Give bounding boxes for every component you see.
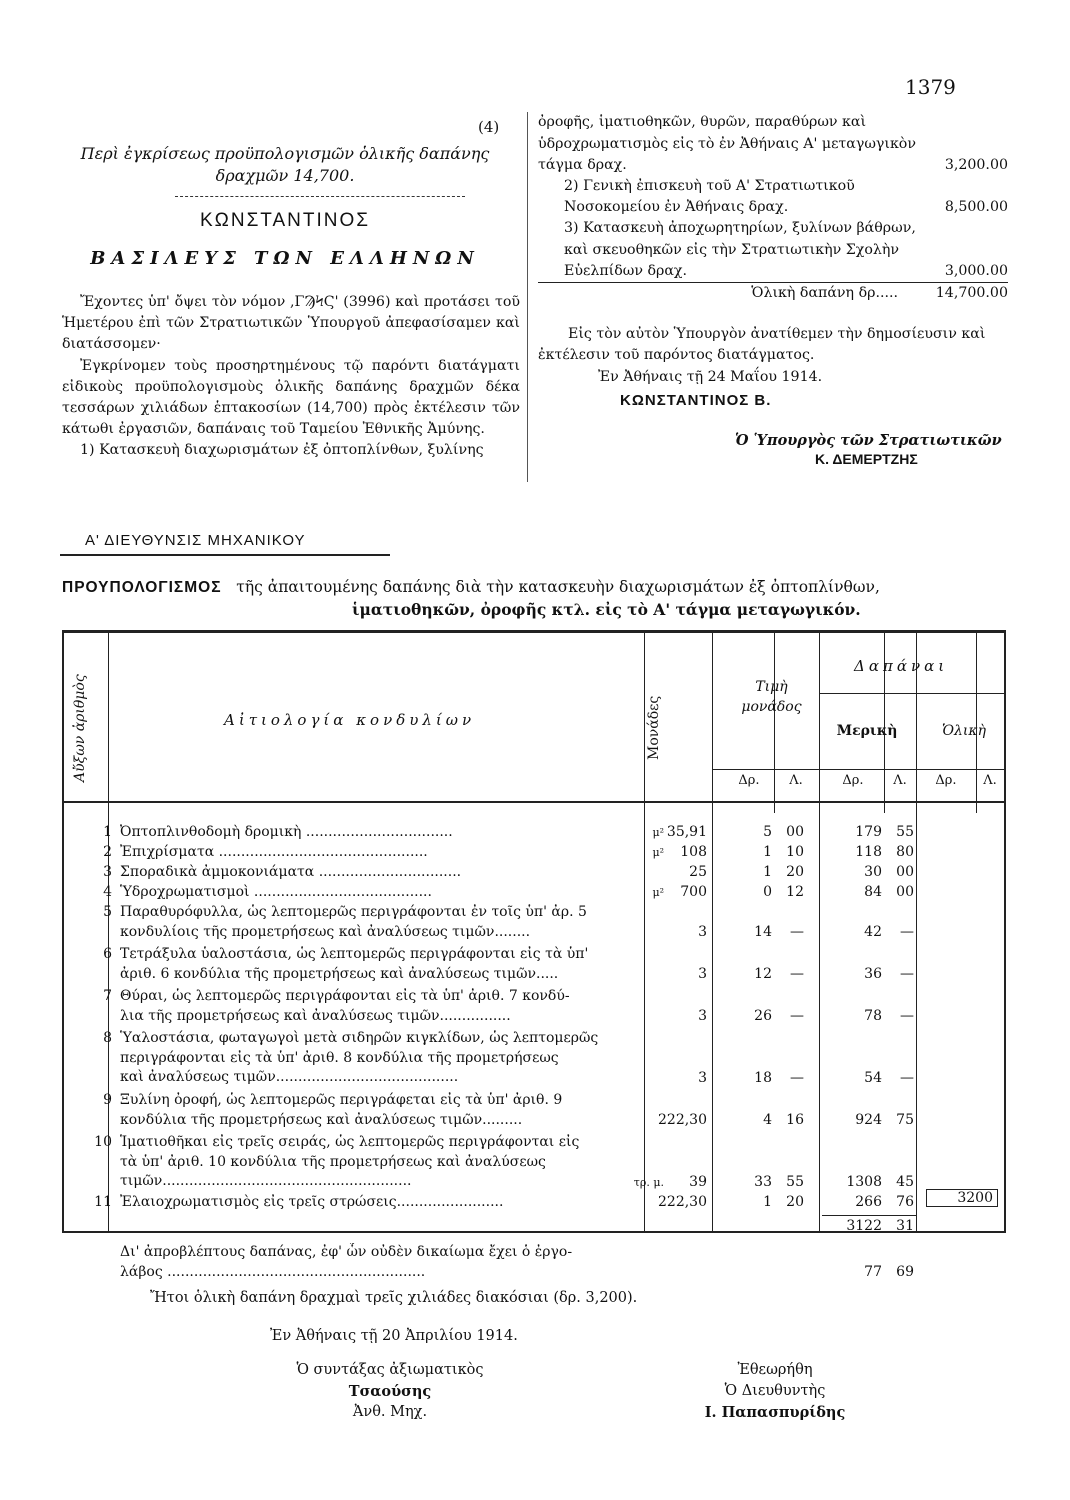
row-price-drachma: 14 xyxy=(754,924,772,940)
row-price-lepta: — xyxy=(790,966,804,982)
row-price-drachma: 5 xyxy=(763,824,772,840)
row-price-drachma: 12 xyxy=(754,966,772,982)
expense-item-amount: 3,000.00 xyxy=(944,262,1008,279)
expense-item xyxy=(538,218,1008,282)
decree-date: Ἐν Ἀθήναις τῇ 24 Μαΐου 1914. xyxy=(598,368,823,385)
row-partial-lepta: 80 xyxy=(896,844,914,860)
summary-text: Ἤτοι ὁλικὴ δαπάνη δραχμαὶ τρεῖς χιλιάδες διακόσιαι (δρ. 3,200). xyxy=(150,1290,638,1306)
row-description-line: περιγράφονται εἰς τὰ ὑπ' ἀριθ. 8 κονδύλια τῆς προμετρήσεως xyxy=(120,1049,559,1066)
header-total: Ὁλικὴ xyxy=(942,723,986,739)
row-partial-drachma: 54 xyxy=(864,1070,882,1086)
expense-total xyxy=(538,282,1008,304)
row-description xyxy=(120,1133,640,1192)
subtotal-rule xyxy=(822,1215,916,1216)
row-description xyxy=(120,843,640,863)
row-partial-drachma: 36 xyxy=(864,966,882,982)
row-quantity: 700 xyxy=(680,884,707,900)
row-description-line: Θύραι, ὡς λεπτομερῶς περιγράφονται εἰς τὰ ὑπ' ἀριθ. 7 κονδύ- xyxy=(120,988,570,1004)
budget-title-line2: ἱματιοθηκῶν, ὀροφῆς κτλ. εἰς τὸ Α' τάγμα μεταγωγικόν. xyxy=(352,600,861,619)
execution-text: Εἰς τὸν αὐτὸν Ὑπουργὸν ἀνατίθεμεν τὴν δημοσίευσιν καὶ ἐκτέλεσιν τοῦ παρόντος διατάγματος. xyxy=(538,326,986,364)
header-drachma: Δρ. xyxy=(842,773,864,788)
header-units: Μονάδες xyxy=(646,695,662,761)
row-price-lepta: 20 xyxy=(786,1194,804,1210)
header-partial: Μερικὴ xyxy=(836,723,898,739)
row-price-drachma: 4 xyxy=(763,1112,772,1128)
row-description-line: κονδύλια τῆς προμετρήσεως καὶ ἀναλύσεως τιμῶν......... xyxy=(120,1111,523,1128)
row-partial-drachma: 924 xyxy=(855,1112,882,1128)
header-unit-price: Τιμὴ μονάδος xyxy=(741,679,802,715)
row-description-line: Ὀπτοπλινθοδομὴ δρομικὴ ................................. xyxy=(120,824,453,840)
row-partial-drachma: 42 xyxy=(864,924,882,940)
expense-item-text: 3) Κατασκευὴ ἀποχωρητηρίων, ξυλίνων βάθρων, καὶ σκευοθηκῶν εἰς τὴν Στρατιωτικὴν Σχολὴν Εὐελπίδων δραχ. xyxy=(564,220,916,279)
decree-subject xyxy=(60,143,510,187)
king-title: ΒΑΣΙΛΕΥΣ ΤΩΝ ΕΛΛΗΝΩΝ xyxy=(90,248,480,269)
row-unit: μ² xyxy=(652,886,664,899)
row-price-lepta: 16 xyxy=(786,1112,804,1128)
director-title: Ὁ Διευθυντὴς xyxy=(724,1383,826,1399)
expense-item-amount: 8,500.00 xyxy=(944,198,1008,215)
expense-total-label: Ὁλικὴ δαπάνη δρ..... xyxy=(751,285,898,301)
row-description xyxy=(120,823,640,843)
minister-title: Ὁ Ὑπουργὸς τῶν Στρατιωτικῶν xyxy=(735,432,1002,449)
row-price-drachma: 0 xyxy=(763,884,772,900)
header-drachma: Δρ. xyxy=(738,773,760,788)
row-price-lepta: — xyxy=(790,924,804,940)
row-partial-lepta: — xyxy=(900,924,914,940)
expense-item xyxy=(538,176,1008,218)
budget-title-rest: τῆς ἀπαιτουμένης δαπάνης διὰ τὴν κατασκευὴν διαχωρισμάτων ἐξ ὀπτοπλίνθων, xyxy=(236,578,880,596)
header-number: Αὔξων ἀριθμὸς xyxy=(72,674,88,782)
expense-item-text: ὀροφῆς, ἱματιοθηκῶν, θυρῶν, παραθύρων καὶ ὑδροχρωματισμὸς εἰς τὸ ἐν Ἀθήναις Α' μεταγωγικὸν τάγμα δραχ. xyxy=(538,114,916,173)
budget-table xyxy=(62,630,1006,1280)
row-description-line: Ξυλίνη ὀροφή, ὡς λεπτομερῶς περιγράφεται εἰς τὰ ὑπ' ἀριθ. 9 xyxy=(120,1092,563,1108)
row-price-drachma: 1 xyxy=(763,844,772,860)
contingency-line: Δι' ἀπροβλέπτους δαπάνας, ἐφ' ὧν οὐδὲν δικαίωμα ἔχει ὁ ἐργο- xyxy=(120,1244,573,1260)
row-price-lepta: 10 xyxy=(786,844,804,860)
row-description-line: Ἐπιχρίσματα ............................................... xyxy=(120,844,428,860)
row-number: 11 xyxy=(94,1194,112,1210)
decree-paragraph: Ἔχοντες ὑπ' ὄψει τὸν νόμον ,ΓϠϞϚ' (3996) καὶ προτάσει τοῦ Ἡμετέρου ἐπὶ τῶν Στρατιωτικῶν Ὑπουργοῦ ἀπεφασίσαμεν καὶ διατάσσομεν· xyxy=(62,294,520,353)
row-unit: μ² xyxy=(652,846,664,859)
expense-item xyxy=(538,112,1008,176)
row-description-line: Τετράξυλα ὑαλοστάσια, ὡς λεπτομερῶς περιγράφονται εἰς τὰ ὑπ' xyxy=(120,946,589,962)
header-expenses: Δαπάναι xyxy=(854,657,949,675)
row-quantity: 222,30 xyxy=(658,1194,707,1210)
row-description xyxy=(120,883,640,903)
row-partial-lepta: 00 xyxy=(896,864,914,880)
row-unit: τρ. μ. xyxy=(633,1176,664,1189)
contingency-lepta: 69 xyxy=(896,1264,914,1280)
row-partial-drachma: 84 xyxy=(864,884,882,900)
row-description xyxy=(120,863,640,883)
row-number: 3 xyxy=(103,864,112,880)
divider xyxy=(175,196,465,197)
minister-name: Κ. ΔΕΜΕΡΤΖΗΣ xyxy=(815,451,918,467)
row-description-line: ἀριθ. 6 κονδύλια τῆς προμετρήσεως καὶ ἀναλύσεως τιμῶν..... xyxy=(120,965,559,982)
row-price-lepta: 00 xyxy=(786,824,804,840)
row-quantity: 108 xyxy=(680,844,707,860)
decree-subject-line2: δραχμῶν 14,700. xyxy=(215,166,355,185)
table-grid-line xyxy=(916,633,917,1231)
row-partial-drachma: 266 xyxy=(855,1194,882,1210)
table-grid-line xyxy=(712,769,1004,770)
row-price-drachma: 1 xyxy=(763,864,772,880)
header-lepta: Λ. xyxy=(789,773,803,788)
row-price-drachma: 1 xyxy=(763,1194,772,1210)
row-description-line: Σποραδικὰ ἀμμοκονιάματα ................................ xyxy=(120,864,462,880)
section-number: (4) xyxy=(478,118,500,136)
row-number: 4 xyxy=(103,884,112,900)
grand-total: 3200 xyxy=(926,1189,998,1207)
budget-title-bold: ΠΡΟΥΠΟΛΟΓΙΣΜΟΣ xyxy=(62,579,222,596)
row-partial-lepta: — xyxy=(900,1070,914,1086)
row-description-line: Ὑαλοστάσια, φωταγωγοὶ μετὰ σιδηρῶν κιγκλίδων, ὡς λεπτομερῶς xyxy=(120,1030,599,1046)
decree-paragraph: 1) Κατασκευὴ διαχωρισμάτων ἐξ ὀπτοπλίνθων, ξυλίνης xyxy=(80,442,484,459)
row-partial-drachma: 1308 xyxy=(846,1174,882,1190)
decree-signature: ΚΩΝΣΤΑΝΤΙΝΟΣ Β. xyxy=(620,392,772,409)
row-description-line: Ἱματιοθῆκαι εἰς τρεῖς σειράς, ὡς λεπτομερῶς περιγράφονται εἰς xyxy=(120,1134,580,1150)
row-price-drachma: 33 xyxy=(754,1174,772,1190)
row-description xyxy=(120,987,640,1026)
row-number: 2 xyxy=(103,844,112,860)
table-grid-line xyxy=(819,693,1004,694)
row-price-lepta: 12 xyxy=(786,884,804,900)
decree-paragraph: Ἐγκρίνομεν τοὺς προσηρτημένους τῷ παρόντι διατάγματι εἰδικοὺς προϋπολογισμοὺς ὁλικῆς δαπάνης δραχμῶν δέκα τεσσάρων χιλιάδων ἑπτακοσίων (14,700) πρὸς ἐκτέλεσιν τῶν κάτωθι ἐργασιῶν, δαπάναις τοῦ Ταμείου Ἐθνικῆς Ἀμύνης. xyxy=(62,357,520,438)
composer-title: Ὁ συντάξας ἀξιωματικὸς xyxy=(296,1362,484,1378)
row-description xyxy=(120,1029,640,1088)
table-grid-line xyxy=(819,633,820,1231)
reviewer-note: Ἐθεωρήθη xyxy=(737,1362,813,1378)
row-partial-drachma: 118 xyxy=(855,844,882,860)
row-number: 9 xyxy=(103,1092,112,1108)
row-description-line: κονδυλίοις τῆς προμετρήσεως καὶ ἀναλύσεως τιμῶν........ xyxy=(120,923,531,940)
row-partial-lepta: 00 xyxy=(896,884,914,900)
budget-date: Ἐν Ἀθήναις τῇ 20 Ἀπριλίου 1914. xyxy=(270,1328,518,1344)
row-partial-drachma: 78 xyxy=(864,1008,882,1024)
row-partial-lepta: 76 xyxy=(896,1194,914,1210)
header-lepta: Λ. xyxy=(983,773,997,788)
row-description-line: τὰ ὑπ' ἀριθ. 10 κονδύλια τῆς προμετρήσεως καὶ ἀναλύσεως xyxy=(120,1153,546,1170)
row-partial-lepta: — xyxy=(900,1008,914,1024)
header-drachma: Δρ. xyxy=(935,773,957,788)
subtotal-lepta: 31 xyxy=(896,1218,914,1234)
decree-left-column xyxy=(62,292,520,462)
row-quantity: 3 xyxy=(698,1070,707,1086)
row-partial-lepta: — xyxy=(900,966,914,982)
contingency-drachma: 77 xyxy=(864,1264,882,1280)
row-price-lepta: — xyxy=(790,1008,804,1024)
divider xyxy=(60,554,390,556)
row-description-line: τιμῶν........................................................ xyxy=(120,1173,412,1189)
row-price-lepta: 20 xyxy=(786,864,804,880)
row-description-line: λια τῆς προμετρήσεως καὶ ἀναλύσεως τιμῶν................ xyxy=(120,1007,511,1024)
row-description xyxy=(120,945,640,984)
row-price-lepta: 55 xyxy=(786,1174,804,1190)
expense-item-text: 2) Γενικὴ ἐπισκευὴ τοῦ Α' Στρατιωτικοῦ Νοσοκομείου ἐν Ἀθήναις δραχ. xyxy=(564,177,855,215)
row-quantity: 25 xyxy=(689,864,707,880)
row-description-line: Ὑδροχρωματισμοὶ ........................................ xyxy=(120,884,432,900)
table-grid-line xyxy=(644,633,645,1231)
row-price-drachma: 18 xyxy=(754,1070,772,1086)
row-number: 1 xyxy=(103,824,112,840)
decree-subject-line1: Περὶ ἐγκρίσεως προϋπολογισμῶν ὁλικῆς δαπάνης xyxy=(80,144,490,163)
director-name: Ι. Παπασπυρίδης xyxy=(704,1404,846,1421)
column-divider xyxy=(527,112,528,482)
row-number: 10 xyxy=(94,1134,112,1150)
row-number: 5 xyxy=(103,904,112,920)
row-price-lepta: — xyxy=(790,1070,804,1086)
row-partial-drachma: 30 xyxy=(864,864,882,880)
contingency-line: λάβος .......................................................... xyxy=(120,1263,426,1280)
expense-item-amount: 3,200.00 xyxy=(944,156,1008,173)
contingency-description xyxy=(120,1243,640,1282)
row-partial-lepta: 75 xyxy=(896,1112,914,1128)
row-quantity: 39 xyxy=(689,1174,707,1190)
table-grid-line xyxy=(774,633,775,813)
row-description-line: Ἐλαιοχρωματισμὸς εἰς τρεῖς στρώσεις........................ xyxy=(120,1194,504,1210)
budget-title xyxy=(62,576,1002,621)
composer-signature xyxy=(260,1360,520,1423)
row-partial-lepta: 45 xyxy=(896,1174,914,1190)
row-quantity: 35,91 xyxy=(666,824,707,840)
table-grid-line xyxy=(64,801,1004,803)
row-number: 7 xyxy=(103,988,112,1004)
table-grid-line xyxy=(712,633,713,1231)
row-partial-lepta: 55 xyxy=(896,824,914,840)
directorate-heading: Α' ΔΙΕΥΘΥΝΣΙΣ ΜΗΧΑΝΙΚΟΥ xyxy=(85,532,306,549)
row-number: 8 xyxy=(103,1030,112,1046)
row-description-line: Παραθυρόφυλλα, ὡς λεπτομερῶς περιγράφονται ἐν τοῖς ὑπ' ἀρ. 5 xyxy=(120,904,587,920)
page-number: 1379 xyxy=(905,75,956,99)
row-description xyxy=(120,903,640,942)
row-quantity: 3 xyxy=(698,1008,707,1024)
composer-name: Τσαούσης xyxy=(348,1383,432,1400)
row-price-drachma: 26 xyxy=(754,1008,772,1024)
header-description: Αἰτιολογία κονδυλίων xyxy=(224,711,476,729)
row-quantity: 222,30 xyxy=(658,1112,707,1128)
composer-rank: Ἀνθ. Μηχ. xyxy=(352,1404,428,1420)
row-description xyxy=(120,1193,640,1213)
row-description-line: καὶ ἀναλύσεως τιμῶν......................................... xyxy=(120,1069,459,1085)
director-signature xyxy=(690,1360,860,1423)
subtotal-drachma: 3122 xyxy=(846,1218,882,1234)
king-name: ΚΩΝΣΤΑΝΤΙΝΟΣ xyxy=(199,210,371,231)
row-quantity: 3 xyxy=(698,966,707,982)
decree-right-column xyxy=(538,112,1008,388)
row-description xyxy=(120,1091,640,1130)
expense-total-amount: 14,700.00 xyxy=(935,285,1008,301)
row-unit: μ² xyxy=(652,826,664,839)
row-quantity: 3 xyxy=(698,924,707,940)
row-partial-drachma: 179 xyxy=(855,824,882,840)
row-number: 6 xyxy=(103,946,112,962)
header-lepta: Λ. xyxy=(893,773,907,788)
